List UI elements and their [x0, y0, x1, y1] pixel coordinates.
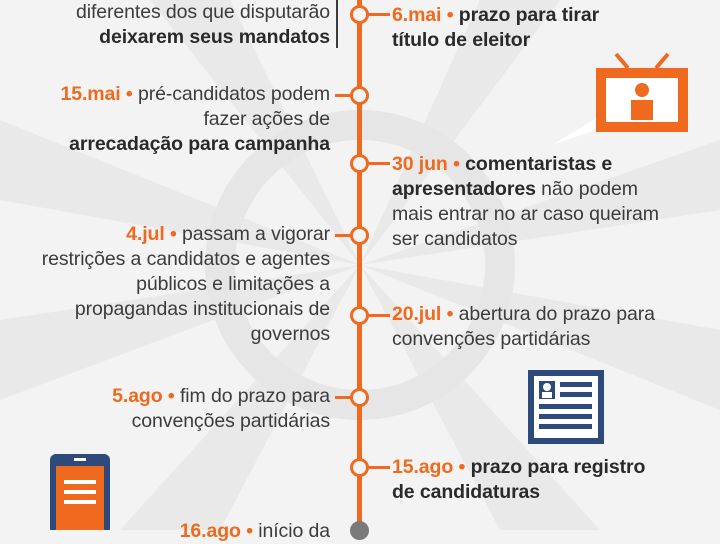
entry-date: 15.mai — [60, 83, 121, 105]
timeline-node — [350, 5, 369, 24]
timeline-connector — [368, 13, 390, 16]
timeline-entry — [40, 82, 330, 157]
entry-text: fim do prazo para convenções partidárias — [131, 385, 330, 432]
timeline-connector — [368, 466, 390, 469]
timeline-connector — [368, 162, 390, 165]
entry-date: 6.mai — [392, 4, 442, 26]
timeline-entry — [392, 455, 662, 505]
timeline-entry — [40, 222, 330, 347]
entry-text: passam a vigorar restrições a candidatos e agentes públicos e limitações a propagandas institucionais de governos — [41, 223, 330, 345]
entry-date: 20.jul — [392, 303, 442, 325]
timeline-node — [350, 86, 369, 105]
bullet-icon: • — [125, 83, 133, 105]
entry-text: diferentes dos que disputarão — [75, 1, 330, 23]
timeline-node — [350, 154, 369, 173]
timeline-entry — [40, 0, 330, 50]
bullet-icon: • — [458, 456, 466, 478]
entry-date: 4.jul — [126, 223, 165, 245]
entry-text: início da — [258, 520, 330, 542]
entry-text: não podem mais entrar no ar caso queiram ser candidatos — [392, 178, 659, 250]
entry-date: 30 jun — [392, 153, 448, 175]
timeline-entry — [40, 384, 330, 434]
bullet-icon: • — [446, 303, 454, 325]
bullet-icon: • — [167, 385, 175, 407]
entry-bold: deixarem seus mandatos — [99, 26, 330, 48]
tv-icon — [552, 50, 692, 150]
entry-bold: comentaristas e apresentadores — [392, 153, 613, 200]
quote-bar — [336, 0, 338, 48]
bullet-icon: • — [169, 223, 177, 245]
timeline-entry — [392, 3, 622, 53]
timeline-entry — [392, 152, 667, 252]
bullet-icon: • — [446, 4, 454, 26]
bullet-icon: • — [246, 520, 253, 542]
timeline-line — [357, 0, 362, 530]
timeline-entry — [40, 519, 330, 544]
entry-date: 16.ago — [179, 520, 241, 542]
bullet-icon: • — [453, 153, 460, 175]
timeline-node — [350, 306, 369, 325]
timeline-connector — [368, 314, 390, 317]
entry-bold: arrecadação para campanha — [69, 133, 330, 155]
timeline-node — [350, 521, 369, 540]
entry-bold: prazo para tirar título de eleitor — [392, 4, 600, 51]
timeline-entry — [392, 302, 662, 352]
timeline-node — [350, 388, 369, 407]
entry-text: pré-candidatos podem fazer ações de — [137, 83, 330, 130]
document-icon — [528, 370, 604, 444]
timeline-node — [350, 226, 369, 245]
entry-date: 5.ago — [112, 385, 163, 407]
entry-date: 15.ago — [392, 456, 454, 478]
entry-bold: prazo para registro de candidaturas — [392, 456, 646, 503]
entry-text: abertura do prazo para convenções partidárias — [392, 303, 655, 350]
timeline-node — [350, 458, 369, 477]
